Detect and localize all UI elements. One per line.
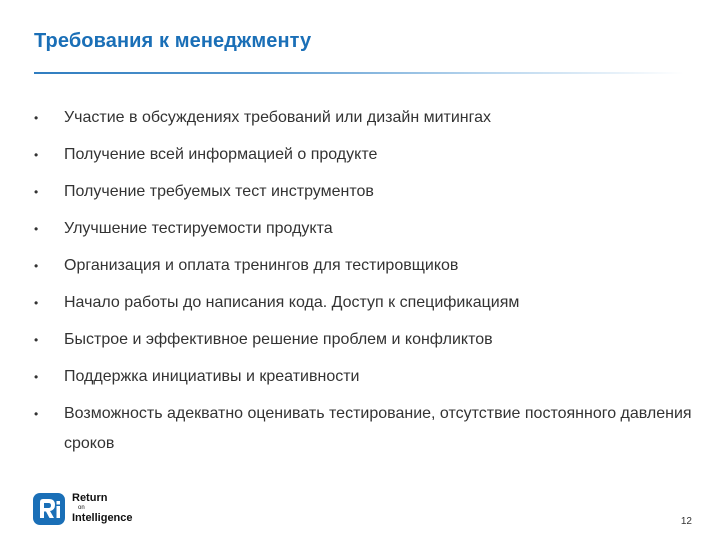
- bullet-text: Получение требуемых тест инструментов: [64, 183, 374, 200]
- bullet-icon: •: [34, 185, 39, 199]
- company-logo: [32, 492, 152, 528]
- logo-line-return: Return: [72, 492, 108, 504]
- bullet-icon: •: [34, 407, 39, 421]
- bullet-text: Возможность адекватно оценивать тестирование, отсутствие постоянного давления сроков: [64, 405, 692, 452]
- list-item: [34, 145, 694, 166]
- title-divider: [34, 72, 684, 74]
- bullet-icon: •: [34, 259, 39, 273]
- bullet-icon: •: [34, 370, 39, 384]
- list-item: [34, 182, 694, 203]
- list-item: [34, 293, 694, 314]
- list-item: [34, 256, 694, 277]
- logo-line-intelligence: Intelligence: [72, 512, 133, 524]
- bullet-icon: •: [34, 111, 39, 125]
- bullet-text: Поддержка инициативы и креативности: [64, 368, 360, 385]
- list-item: [34, 367, 694, 388]
- bullet-icon: •: [34, 222, 39, 236]
- bullet-icon: •: [34, 296, 39, 310]
- bullet-text: Быстрое и эффективное решение проблем и конфликтов: [64, 331, 493, 348]
- slide-title: Требования к менеджменту: [34, 30, 312, 52]
- bullet-icon: •: [34, 148, 39, 162]
- bullet-text: Получение всей информацией о продукте: [64, 146, 378, 163]
- bullet-list: [34, 108, 694, 476]
- bullet-text: Начало работы до написания кода. Доступ к спецификациям: [64, 294, 520, 311]
- list-item: [34, 219, 694, 240]
- ri-logo-icon: [32, 492, 66, 526]
- list-item: [34, 108, 694, 129]
- bullet-text: Участие в обсуждениях требований или дизайн митингах: [64, 109, 492, 126]
- page-number: 12: [680, 516, 692, 527]
- list-item: [34, 399, 694, 459]
- logo-line-on: on: [78, 505, 85, 511]
- bullet-text: Улучшение тестируемости продукта: [64, 220, 333, 237]
- bullet-icon: •: [34, 333, 39, 347]
- list-item: [34, 330, 694, 351]
- bullet-text: Организация и оплата тренингов для тестировщиков: [64, 257, 459, 274]
